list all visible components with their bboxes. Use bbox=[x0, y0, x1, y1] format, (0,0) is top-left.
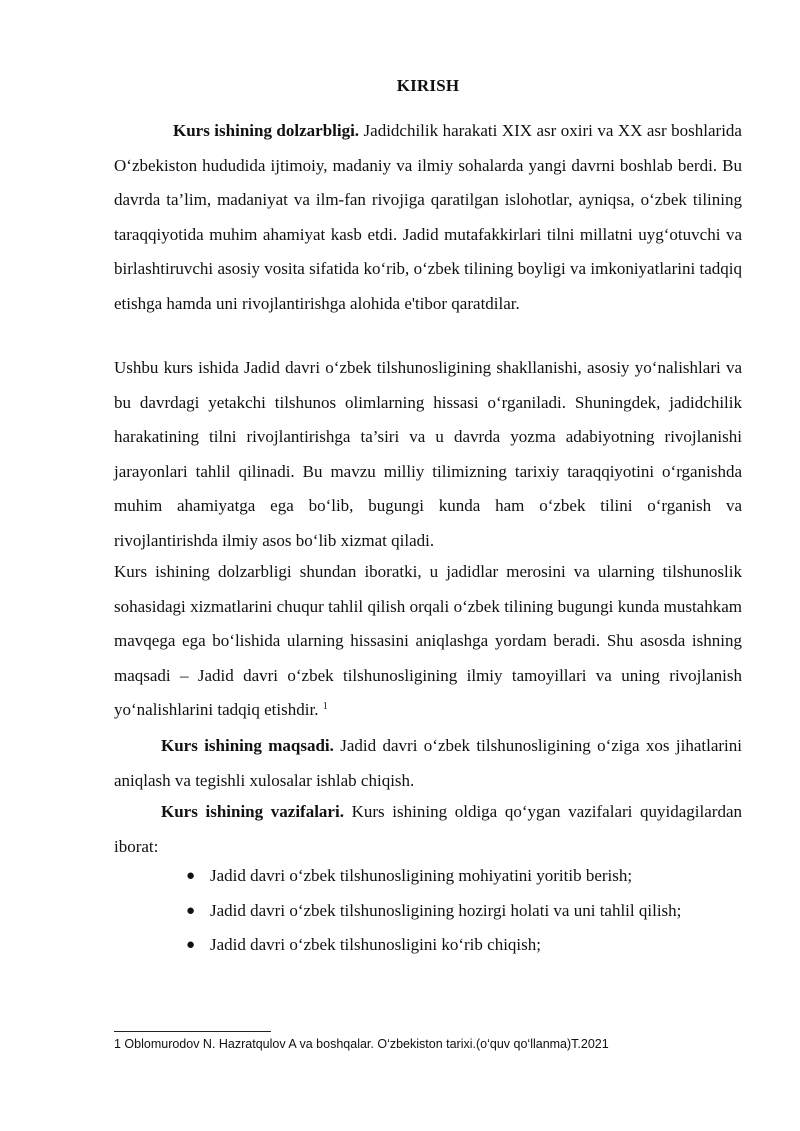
footnote bbox=[114, 1037, 609, 1051]
goal-heading: Kurs ishining maqsadi. bbox=[161, 736, 334, 755]
paragraph-scope bbox=[114, 351, 742, 558]
list-item bbox=[186, 894, 756, 929]
page-title: KIRISH bbox=[396, 76, 460, 95]
goal-text: Jadid davri o‘zbek tilshunosligining o‘ziga xos jihatlarini aniqlash va tegishli xulosalar ishlab chiqish. bbox=[114, 736, 742, 790]
relevance-text: Jadidchilik harakati XIX asr oxiri va XX asr boshlarida O‘zbekiston hududida ijtimoiy, madaniy va ilmiy sohalarda yangi davrni boshlab berdi. Bu davrda ta’lim, madaniyat va ilm-fan rivojiga qaratilgan islohotlar, ayniqsa, o‘zbek tilining taraqqiyotida muhim ahamiyat kasb etdi. Jadid mutafakkirlari tilni millatni uyg‘otuvchi va birlashtiruvchi asosiy vosita sifatida ko‘rib, o‘zbek tilining boyligi va imkoniyatlarini tadqiq etishga hamda uni rivojlantirishga alohida e'tibor qaratdilar. bbox=[114, 121, 742, 313]
list-item bbox=[186, 928, 756, 963]
bullet-icon: ● bbox=[186, 902, 196, 919]
list-item-text: Jadid davri o‘zbek tilshunosligining hozirgi holati va uni tahlil qilish; bbox=[210, 900, 682, 920]
footnote-reference[interactable]: 1 bbox=[322, 701, 328, 712]
paragraph-relevance bbox=[114, 114, 742, 321]
list-item-text: Jadid davri o‘zbek tilshunosligini ko‘rib chiqish; bbox=[210, 935, 541, 954]
paragraph-importance bbox=[114, 555, 742, 728]
list-item-text: Jadid davri o‘zbek tilshunosligining mohiyatini yoritib berish; bbox=[210, 866, 633, 885]
tasks-list bbox=[186, 859, 756, 963]
footnote-number: 1 bbox=[114, 1037, 121, 1051]
scope-text: Ushbu kurs ishida Jadid davri o‘zbek tilshunosligining shakllanishi, asosiy yo‘nalishlari va bu davrdagi yetakchi tilshunos olimlarning hissasi o‘rganiladi. Shuningdek, jadidchilik harakatining tilni rivojlantirishga ta’siri va u davrda yozma adabiyotning rivojlanishi jarayonlari tahlil qilinadi. Bu mavzu milliy tilimizning tarixiy taraqqiyotini o‘rganishda muhim ahamiyatga ega bo‘lib, bugungi kunda ham o‘zbek tilini o‘rganish va rivojlantirishda ilmiy asos bo‘lib xizmat qiladi. bbox=[114, 358, 742, 550]
relevance-heading: Kurs ishining dolzarbligi. bbox=[173, 121, 360, 140]
bullet-icon: ● bbox=[186, 937, 196, 953]
footnote-separator bbox=[114, 1031, 271, 1032]
bullet-icon: ● bbox=[186, 868, 196, 884]
footnote-text: Oblomurodov N. Hazratqulov A va boshqalar. O‘zbekiston tarixi.(o‘quv qo‘llanma)T.2021 bbox=[120, 1037, 609, 1051]
list-item bbox=[186, 859, 756, 894]
tasks-text: Kurs ishining oldiga qo‘ygan vazifalari quyidagilardan iborat: bbox=[114, 802, 742, 856]
tasks-heading: Kurs ishining vazifalari. bbox=[161, 802, 344, 821]
paragraph-goal bbox=[114, 729, 742, 798]
importance-text: Kurs ishining dolzarbligi shundan iboratki, u jadidlar merosini va ularning tilshunoslik sohasidagi xizmatlarini chuqur tahlil qilish orqali o‘zbek tilining bugungi kunda mustahkam mavqega ega bo‘lishida ularning hissasini aniqlashga yordam beradi. Shu asosda ishning maqsadi – Jadid davri o‘zbek tilshunosligining ilmiy tamoyillari va uning rivojlanish yo‘nalishlarini tadqiq etishdir. bbox=[114, 562, 742, 719]
paragraph-tasks bbox=[114, 795, 742, 864]
